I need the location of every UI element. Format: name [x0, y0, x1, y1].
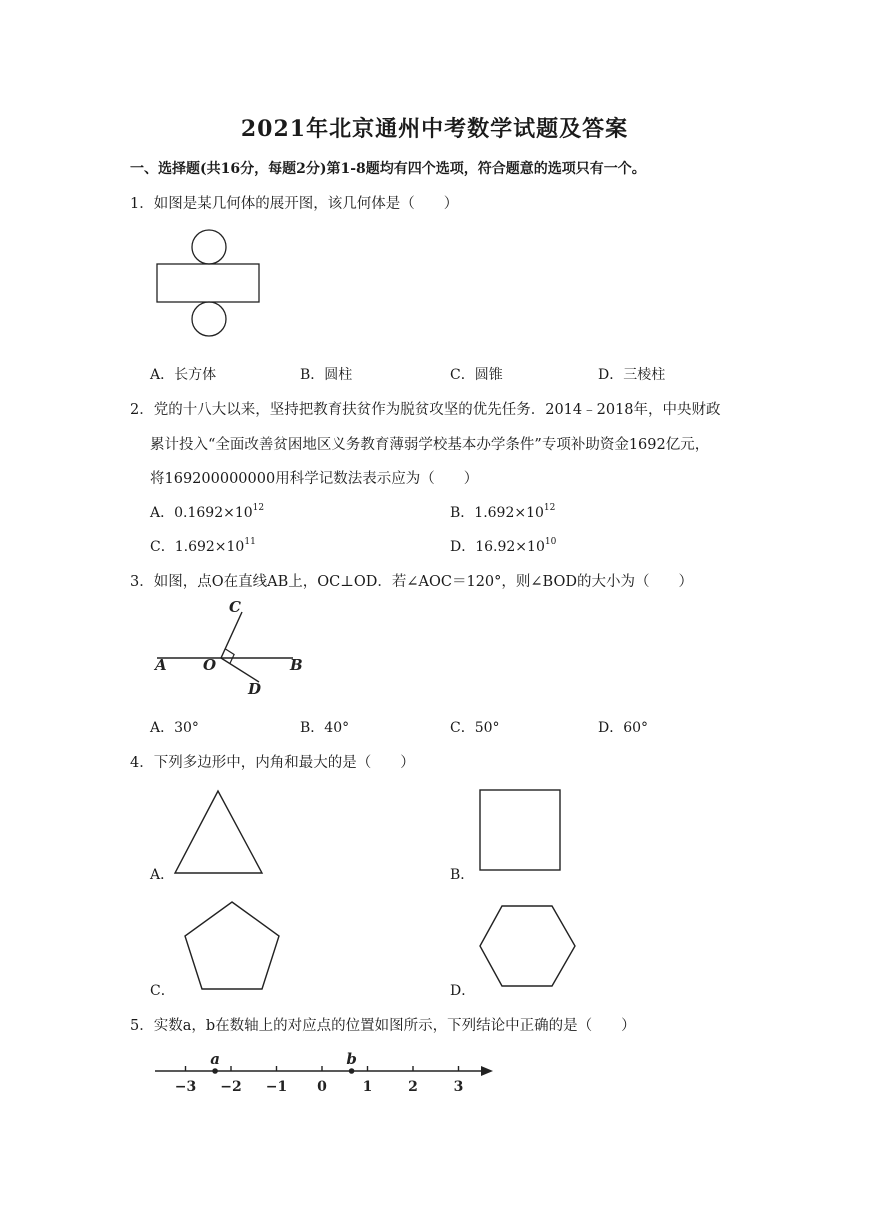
- q2-option-b: B．$1.692\times 10^{12}$: [450, 503, 556, 521]
- q1-option-b: B．圆柱: [300, 367, 353, 383]
- tick-label: 2: [408, 1079, 418, 1095]
- ray-od: [221, 658, 259, 682]
- question-2-line-3: 将169200000000用科学记数法表示应为（ ）: [150, 471, 479, 487]
- ray-oc: [221, 612, 242, 658]
- tick-label: 1: [362, 1079, 373, 1095]
- q4-option-a: A．: [150, 867, 175, 883]
- tick-label: −3: [174, 1079, 197, 1095]
- page-title: 2021年北京通州中考数学试题及答案: [240, 116, 629, 142]
- tick-label: −1: [265, 1079, 288, 1095]
- pentagon-figure: [180, 898, 290, 993]
- point-b-label: b: [346, 1050, 357, 1068]
- tick-label: −2: [220, 1079, 242, 1095]
- triangle-figure: [170, 788, 270, 878]
- point-b: [349, 1068, 355, 1074]
- section-heading: 一、选择题(共16分，每题2分)第1-8题均有四个选项，符合题意的选项只有一个。: [130, 161, 646, 177]
- q4-option-c: C．: [150, 983, 175, 999]
- q2-option-d: D．$16.92\times 10^{10}$: [450, 537, 557, 555]
- question-2-line-2: 累计投入“全面改善贫困地区义务教育薄弱学校基本办学条件”专项补助资金1692亿元，: [150, 437, 710, 453]
- q1-option-a: A．长方体: [150, 367, 217, 383]
- tick-label: 0: [317, 1079, 327, 1095]
- number-line-figure: [150, 1048, 500, 1098]
- q1-option-c: C．圆锥: [450, 367, 503, 383]
- tick-label: 3: [453, 1079, 464, 1095]
- label-b: B: [290, 656, 303, 674]
- q3-option-b: B．40°: [300, 720, 350, 736]
- q3-option-c: C．50°: [450, 720, 500, 736]
- label-d: D: [248, 680, 262, 698]
- question-2-line-1: 2．党的十八大以来，坚持把教育扶贫作为脱贫攻坚的优先任务．2014﹣2018年，中央财政: [130, 402, 721, 418]
- question-5-stem: 5．实数a，b在数轴上的对应点的位置如图所示，下列结论中正确的是（ ）: [130, 1018, 636, 1034]
- number-line-arrow: [481, 1066, 493, 1076]
- point-a: [212, 1068, 218, 1074]
- q4-option-d: D．: [450, 983, 476, 999]
- q1-option-d: D．三棱柱: [598, 367, 666, 383]
- net-bottom-circle: [192, 302, 226, 336]
- angle-figure: [150, 598, 320, 703]
- point-a-label: a: [210, 1050, 220, 1068]
- label-o: O: [203, 656, 217, 674]
- q3-option-a: A．30°: [150, 720, 199, 736]
- question-1-stem: 1．如图是某几何体的展开图，该几何体是（ ）: [130, 196, 459, 212]
- q3-option-d: D．60°: [598, 720, 649, 736]
- question-4-stem: 4．下列多边形中，内角和最大的是（ ）: [130, 755, 415, 771]
- q2-option-c: C．$1.692\times 10^{11}$: [150, 537, 256, 555]
- net-rectangle: [157, 264, 259, 302]
- label-c: C: [229, 598, 241, 616]
- question-3-stem: 3．如图，点O在直线AB上，OC⊥OD．若∠AOC＝120°，则∠BOD的大小为（ ）: [130, 574, 693, 590]
- q2-option-a: A．$0.1692\times 10^{12}$: [150, 503, 265, 521]
- square-figure: [476, 786, 566, 876]
- net-top-circle: [192, 230, 226, 264]
- cylinder-net-figure: [150, 228, 265, 353]
- label-a: A: [155, 656, 167, 674]
- hexagon-figure: [476, 900, 581, 995]
- q4-option-b: B．: [450, 867, 475, 883]
